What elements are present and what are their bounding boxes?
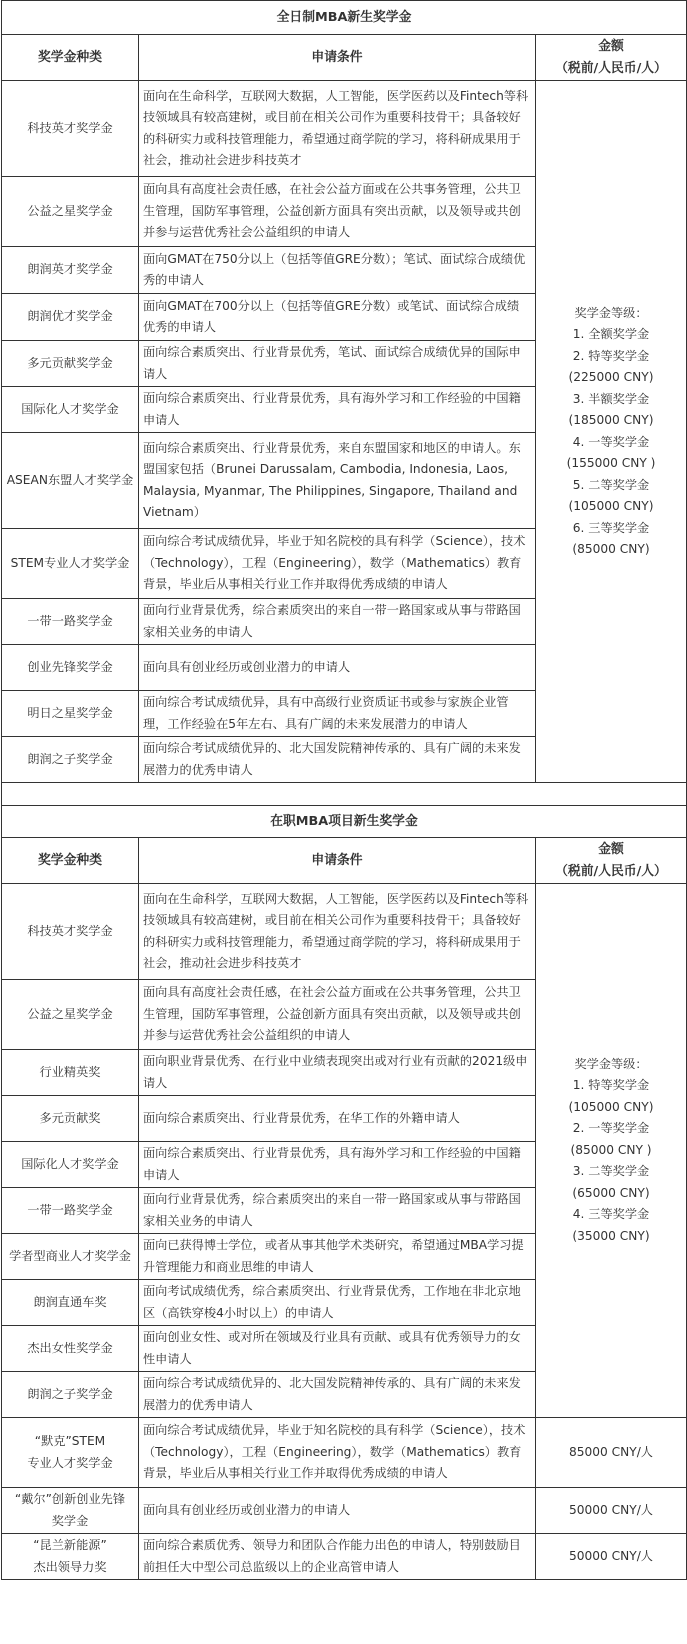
table2-row-2-name: 公益之星奖学金 <box>2 980 139 1050</box>
amount-line: 6. 三等奖学金 <box>572 520 650 535</box>
table1-row-6-condition: 面向综合素质突出、行业背景优秀，具有海外学习和工作经验的中国籍申请人 <box>139 387 536 433</box>
special-name-line1: “戴尔”创新创业先锋 <box>14 1492 126 1506</box>
table1-row-11-name: 明日之星奖学金 <box>2 691 139 737</box>
amount-line: (105000 CNY) <box>568 499 654 513</box>
table2-row-10-name: 朗润之子奖学金 <box>2 1372 139 1418</box>
table2-special-1-amount: 85000 CNY/人 <box>536 1418 687 1488</box>
table2-header-type: 奖学金种类 <box>2 838 139 884</box>
table2-row-8-condition: 面向考试成绩优秀，综合素质突出、行业背景优秀，工作地在非北京地区（高铁穿梭4小时以上）的申请人 <box>139 1280 536 1326</box>
table1-header-amount <box>536 35 687 81</box>
table2-row-2-condition: 面向具有高度社会责任感，在社会公益方面或在公共事务管理，公共卫生管理，国防军事管理，公益创新方面具有突出贡献，以及领导或共创并参与运营优秀社会公益组织的申请人 <box>139 980 536 1050</box>
table1-header-amount-line2: （税前/人民币/人） <box>555 60 667 76</box>
table2-special-1-name <box>2 1418 139 1488</box>
scholarship-tables <box>1 0 687 1580</box>
table2-row-5-condition: 面向综合素质突出、行业背景优秀，具有海外学习和工作经验的中国籍申请人 <box>139 1142 536 1188</box>
amount-line: (65000 CNY) <box>572 1185 650 1200</box>
table1-row-3-name: 朗润英才奖学金 <box>2 247 139 294</box>
table1-row-3-condition: 面向GMAT在750分以上（包括等值GRE分数）；笔试、面试综合成绩优秀的申请人 <box>139 247 536 294</box>
table2-row-8-name: 朗润直通车奖 <box>2 1280 139 1326</box>
table2-row-6-name: 一带一路奖学金 <box>2 1188 139 1234</box>
table1-row-9-name: 一带一路奖学金 <box>2 599 139 645</box>
table2-row-7-condition: 面向已获得博士学位，或者从事其他学术类研究，希望通过MBA学习提升管理能力和商业思维的申请人 <box>139 1234 536 1280</box>
table1-header-condition: 申请条件 <box>139 35 536 81</box>
table1-row-5-name: 多元贡献奖学金 <box>2 341 139 387</box>
amount-line: (35000 CNY) <box>572 1228 650 1243</box>
table2-header-condition: 申请条件 <box>139 838 536 884</box>
table2-row-1-name: 科技英才奖学金 <box>2 884 139 980</box>
table2-row-3-name: 行业精英奖 <box>2 1050 139 1096</box>
table2-row-10-condition: 面向综合考试成绩优异的、北大国发院精神传承的、具有广阔的未来发展潜力的优秀申请人 <box>139 1372 536 1418</box>
table1-row-4-name: 朗润优才奖学金 <box>2 294 139 341</box>
amount-line: 3. 半额奖学金 <box>572 391 650 406</box>
table2-header-amount-line1: 金额 <box>598 842 624 857</box>
table2-row-9-condition: 面向创业女性、或对所在领域及行业具有贡献、或具有优秀领导力的女性申请人 <box>139 1326 536 1372</box>
amount-line: (85000 CNY) <box>572 542 650 556</box>
amount-line: 2. 一等奖学金 <box>572 1121 650 1136</box>
table1-row-4-condition: 面向GMAT在700分以上（包括等值GRE分数）或笔试、面试综合成绩优秀的申请人 <box>139 294 536 341</box>
amount-line: 2. 特等奖学金 <box>572 348 650 363</box>
table1-row-5-condition: 面向综合素质突出、行业背景优秀，笔试、面试综合成绩优异的国际申请人 <box>139 341 536 387</box>
table1-row-10-name: 创业先锋奖学金 <box>2 645 139 691</box>
table2-special-3-condition: 面向综合素质优秀、领导力和团队合作能力出色的申请人，特别鼓励目前担任大中型公司总监级以上的企业高管申请人 <box>139 1534 536 1580</box>
table1-title: 全日制MBA新生奖学金 <box>2 1 687 35</box>
amount-line: 奖学金等级： <box>574 1056 648 1071</box>
special-name-line2: 杰出领导力奖 <box>33 1559 107 1574</box>
table1-row-6-name: 国际化人才奖学金 <box>2 387 139 433</box>
table2-amount-levels <box>536 884 687 1418</box>
amount-line: (105000 CNY) <box>568 1099 654 1114</box>
table2-special-3-name <box>2 1534 139 1580</box>
table1-row-10-condition: 面向具有创业经历或创业潜力的申请人 <box>139 645 536 691</box>
table-spacer <box>2 783 687 806</box>
table1-row-12-condition: 面向综合考试成绩优异的、北大国发院精神传承的、具有广阔的未来发展潜力的优秀申请人 <box>139 737 536 783</box>
table2-special-2-condition: 面向具有创业经历或创业潜力的申请人 <box>139 1488 536 1534</box>
table2-row-1-condition: 面向在生命科学，互联网大数据，人工智能，医学医药以及Fintech等科技领域具有较高建树，或目前在相关公司作为重要科技骨干；具备较好的科研实力或科技管理能力，希望通过商学院的学习，将科研成果用于社会，推动社会进步科技英才 <box>139 884 536 980</box>
amount-line: 3. 二等奖学金 <box>572 1164 650 1179</box>
special-name-line1: “默克”STEM <box>34 1434 106 1448</box>
table2-special-2-name <box>2 1488 139 1534</box>
table1-row-11-condition: 面向综合考试成绩优异，具有中高级行业资质证书或参与家族企业管理，工作经验在5年左右、具有广阔的未来发展潜力的申请人 <box>139 691 536 737</box>
amount-line: (155000 CNY ) <box>566 456 656 470</box>
table1-row-1-name: 科技英才奖学金 <box>2 81 139 177</box>
table2-special-1-condition: 面向综合考试成绩优异，毕业于知名院校的具有科学（Science），技术（Technology），工程（Engineering），数学（Mathematics）教育背景，毕业后从事相关行业工作并取得优秀成绩的申请人 <box>139 1418 536 1488</box>
special-name-line2: 专业人才奖学金 <box>27 1455 113 1470</box>
table2-row-4-condition: 面向综合素质突出、行业背景优秀，在华工作的外籍申请人 <box>139 1096 536 1142</box>
table2-header-amount-line2: （税前/人民币/人） <box>555 863 667 879</box>
table1-row-8-name: STEM专业人才奖学金 <box>2 529 139 599</box>
table1-row-8-condition: 面向综合考试成绩优异，毕业于知名院校的具有科学（Science），技术（Technology），工程（Engineering），数学（Mathematics）教育背景，毕业后从事相关行业工作并取得优秀成绩的申请人 <box>139 529 536 599</box>
amount-line: (85000 CNY ) <box>570 1142 652 1157</box>
table1-row-12-name: 朗润之子奖学金 <box>2 737 139 783</box>
table2-row-6-condition: 面向行业背景优秀，综合素质突出的来自一带一路国家或从事与带路国家相关业务的申请人 <box>139 1188 536 1234</box>
amount-line: 4. 一等奖学金 <box>572 434 650 449</box>
special-name-line1: “昆兰新能源” <box>33 1538 107 1552</box>
table1-row-7-condition: 面向综合素质突出、行业背景优秀，来自东盟国家和地区的申请人。东盟国家包括（Brunei Darussalam, Cambodia, Indonesia, Laos, Malaysia, Myanmar, The Philippines, Singapore, Thailand and Vietnam） <box>139 433 536 529</box>
amount-line: (225000 CNY) <box>568 370 654 384</box>
table1-header-type: 奖学金种类 <box>2 35 139 81</box>
amount-line: 1. 特等奖学金 <box>572 1078 650 1093</box>
table1-row-1-condition: 面向在生命科学，互联网大数据，人工智能，医学医药以及Fintech等科技领域具有较高建树，或目前在相关公司作为重要科技骨干；具备较好的科研实力或科技管理能力，希望通过商学院的学习，将科研成果用于社会，推动社会进步科技英才 <box>139 81 536 177</box>
amount-line: 奖学金等级： <box>574 305 648 320</box>
amount-line: (185000 CNY) <box>568 413 654 427</box>
table1-row-7-name: ASEAN东盟人才奖学金 <box>2 433 139 529</box>
amount-line: 1. 全额奖学金 <box>572 327 650 341</box>
table2-special-2-amount: 50000 CNY/人 <box>536 1488 687 1534</box>
table2-row-7-name: 学者型商业人才奖学金 <box>2 1234 139 1280</box>
table2-title: 在职MBA项目新生奖学金 <box>2 806 687 838</box>
amount-line: 5. 二等奖学金 <box>572 477 650 492</box>
table1-row-2-name: 公益之星奖学金 <box>2 177 139 247</box>
table1-row-2-condition: 面向具有高度社会责任感，在社会公益方面或在公共事务管理，公共卫生管理，国防军事管理，公益创新方面具有突出贡献，以及领导或共创并参与运营优秀社会公益组织的申请人 <box>139 177 536 247</box>
table1-header-amount-line1: 金额 <box>598 39 624 54</box>
table2-row-4-name: 多元贡献奖 <box>2 1096 139 1142</box>
table2-row-5-name: 国际化人才奖学金 <box>2 1142 139 1188</box>
table1-row-9-condition: 面向行业背景优秀，综合素质突出的来自一带一路国家或从事与带路国家相关业务的申请人 <box>139 599 536 645</box>
table1-amount-levels <box>536 81 687 783</box>
amount-line: 4. 三等奖学金 <box>572 1207 650 1222</box>
table2-special-3-amount: 50000 CNY/人 <box>536 1534 687 1580</box>
table2-header-amount <box>536 838 687 884</box>
special-name-line2: 奖学金 <box>51 1513 89 1528</box>
table2-row-3-condition: 面向职业背景优秀、在行业中业绩表现突出或对行业有贡献的2021级申请人 <box>139 1050 536 1096</box>
table2-row-9-name: 杰出女性奖学金 <box>2 1326 139 1372</box>
